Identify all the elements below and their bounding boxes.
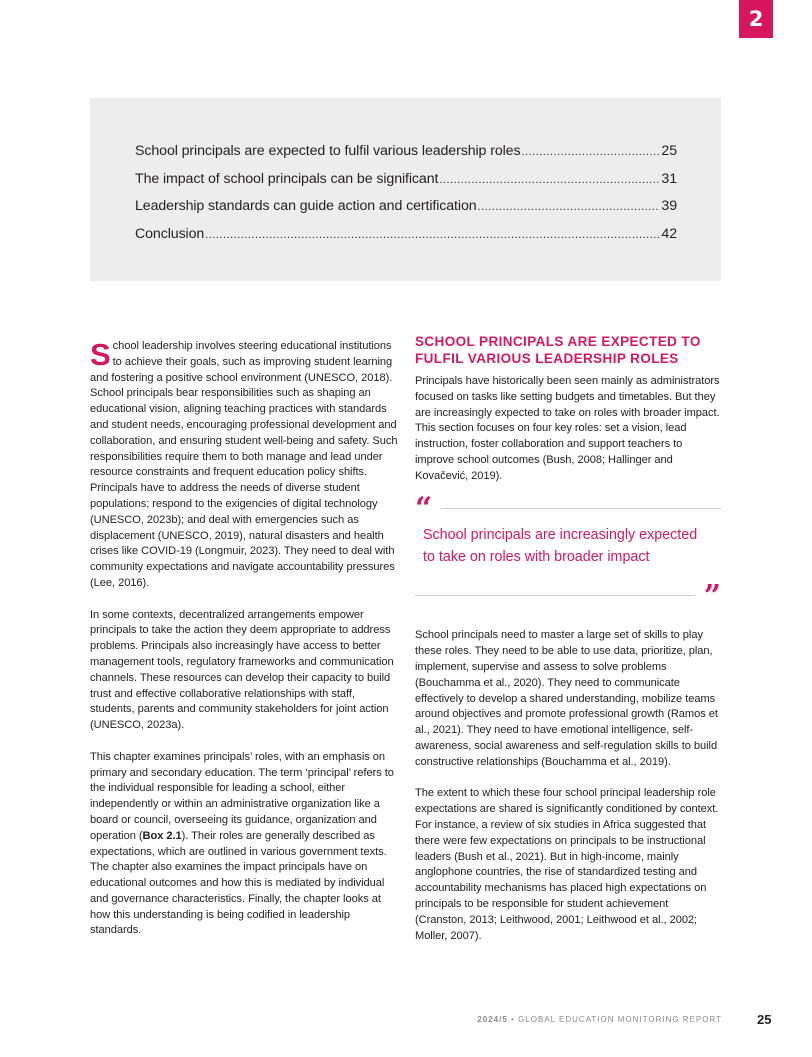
- toc-entry-page: 42: [661, 225, 677, 242]
- toc-entry[interactable]: [135, 198, 677, 226]
- body-text: ). Their roles are generally described as expectations, which are outlined in various government texts. The chapter also examines the impact principals have on educational outcomes and how this is mediated by individual and governance characteristics. Finally, the chapter looks at how this understanding is being codified in leadership standards.: [90, 829, 387, 937]
- body-paragraph: [90, 750, 400, 940]
- toc-entry-page: 25: [661, 143, 677, 159]
- close-quote-icon: ”: [703, 579, 721, 615]
- toc-entry-page: 31: [661, 170, 677, 187]
- toc-entry[interactable]: [135, 143, 677, 171]
- body-paragraph: School principals need to master a large set of skills to play these roles. They need to be able to use data, prioritize, plan, implement, supervise and assess to solve problems (Bouchamma et al., 2020). They need to communicate effectively to develop a shared understanding, mobilize teams around objectives and promote professional growth (Ramos et al., 2021). They need to have emotional intelligence, self-awareness, social awareness and self-regulation skills to build constructive relationships (Bouchamma et al., 2019).: [415, 629, 718, 768]
- toc-entry-title: Conclusion: [135, 225, 205, 242]
- footer-edition: 2024/5: [477, 1015, 508, 1024]
- body-paragraph: Principals have historically been seen mainly as administrators focused on tasks like setting budgets and timetables. But they are increasingly expected to take on roles with broader impact. This section focuses on four key roles: set a vision, lead instruction, foster collaboration and support teachers to improve school outcomes (Bush, 2008; Hallinger and Kovačević, 2019).: [415, 375, 720, 482]
- footer-separator: •: [511, 1015, 515, 1024]
- box-reference-link[interactable]: Box 2.1: [142, 829, 182, 842]
- toc-leader-dots: [521, 146, 660, 158]
- toc-entry-title: School principals are expected to fulfil various leadership roles: [135, 143, 521, 159]
- pull-quote-text: School principals are increasingly expected to take on roles with broader impact: [423, 527, 698, 566]
- body-text: This chapter examines principals’ roles, with an emphasis on primary and secondary education. The term ‘principal’ refers to the individual responsible for leading a school, either independently or within an administrative organization like a board or council, overseeing its guidance, organization and operation (: [90, 750, 394, 842]
- body-paragraph: The extent to which these four school principal leadership role expectations are shared is significantly conditioned by context. For instance, a review of six studies in Africa suggested that there were few expectations on principals to be instructional leaders (Bush et al., 2021). But in high-income, mainly anglophone countries, the rise of standardized testing and accountability mechanisms has placed high expectations on principals to be responsible for student achievement (Cranston, 2013; Leithwood, 2001; Leithwood et al., 2002; Moller, 2007).: [415, 787, 719, 942]
- page-number: 25: [757, 1012, 772, 1027]
- pull-quote: [415, 491, 721, 615]
- open-quote-icon: “: [415, 491, 433, 527]
- footer-report-title: GLOBAL EDUCATION MONITORING REPORT: [518, 1015, 722, 1024]
- intro-paragraph: [90, 339, 400, 592]
- toc-entry-title: Leadership standards can guide action and certification: [135, 198, 477, 214]
- toc-entry[interactable]: [135, 226, 677, 254]
- quote-divider-top: [441, 508, 721, 509]
- toc-list: [135, 143, 677, 253]
- toc-leader-dots: [205, 229, 660, 241]
- intro-paragraph-text: chool leadership involves steering educational institutions to achieve their goals, such as improving student learning and fostering a positive school environment (UNESCO, 2018). School principals bear responsibilities such as shaping an educational vision, aligning teaching practices with standards and student needs, encouraging professional development and collaboration, and ensuring student well-being and safety. Such responsibilities require them to both manage and lead under resource constraints and frequent education policy shifts. Principals have to address the needs of diverse student populations; respond to the exigencies of digital technology (UNESCO, 2023b); and deal with emergencies such as displacement (UNESCO, 2019), natural disasters and health crises like COVID-19 (Longmuir, 2023). They need to deal with community expectations and navigate accountability pressures (Lee, 2016).: [90, 340, 398, 589]
- toc-entry-page: 39: [661, 198, 677, 214]
- drop-cap: S: [90, 337, 111, 372]
- quote-divider-bottom: [415, 595, 695, 596]
- section-heading: SCHOOL PRINCIPALS ARE EXPECTED TO FULFIL VARIOUS LEADERSHIP ROLES: [415, 334, 701, 366]
- body-paragraph: In some contexts, decentralized arrangements empower principals to take the action they deem appropriate to address problems. Principals also increasingly have access to better management tools, regulatory frameworks and communication channels. These resources can develop their capacity to build trust and effective collaborative relationships with staff, students, parents and community stakeholders for joint action (UNESCO, 2023a).: [90, 608, 394, 732]
- left-column: [90, 339, 400, 955]
- toc-entry[interactable]: [135, 171, 677, 199]
- right-column: [415, 333, 721, 960]
- chapter-number-tab: 2: [739, 0, 773, 38]
- chapter-contents-box: [90, 98, 721, 281]
- toc-entry-title: The impact of school principals can be significant: [135, 170, 439, 187]
- toc-leader-dots: [478, 201, 661, 213]
- toc-leader-dots: [439, 174, 660, 186]
- running-footer: [0, 1015, 722, 1024]
